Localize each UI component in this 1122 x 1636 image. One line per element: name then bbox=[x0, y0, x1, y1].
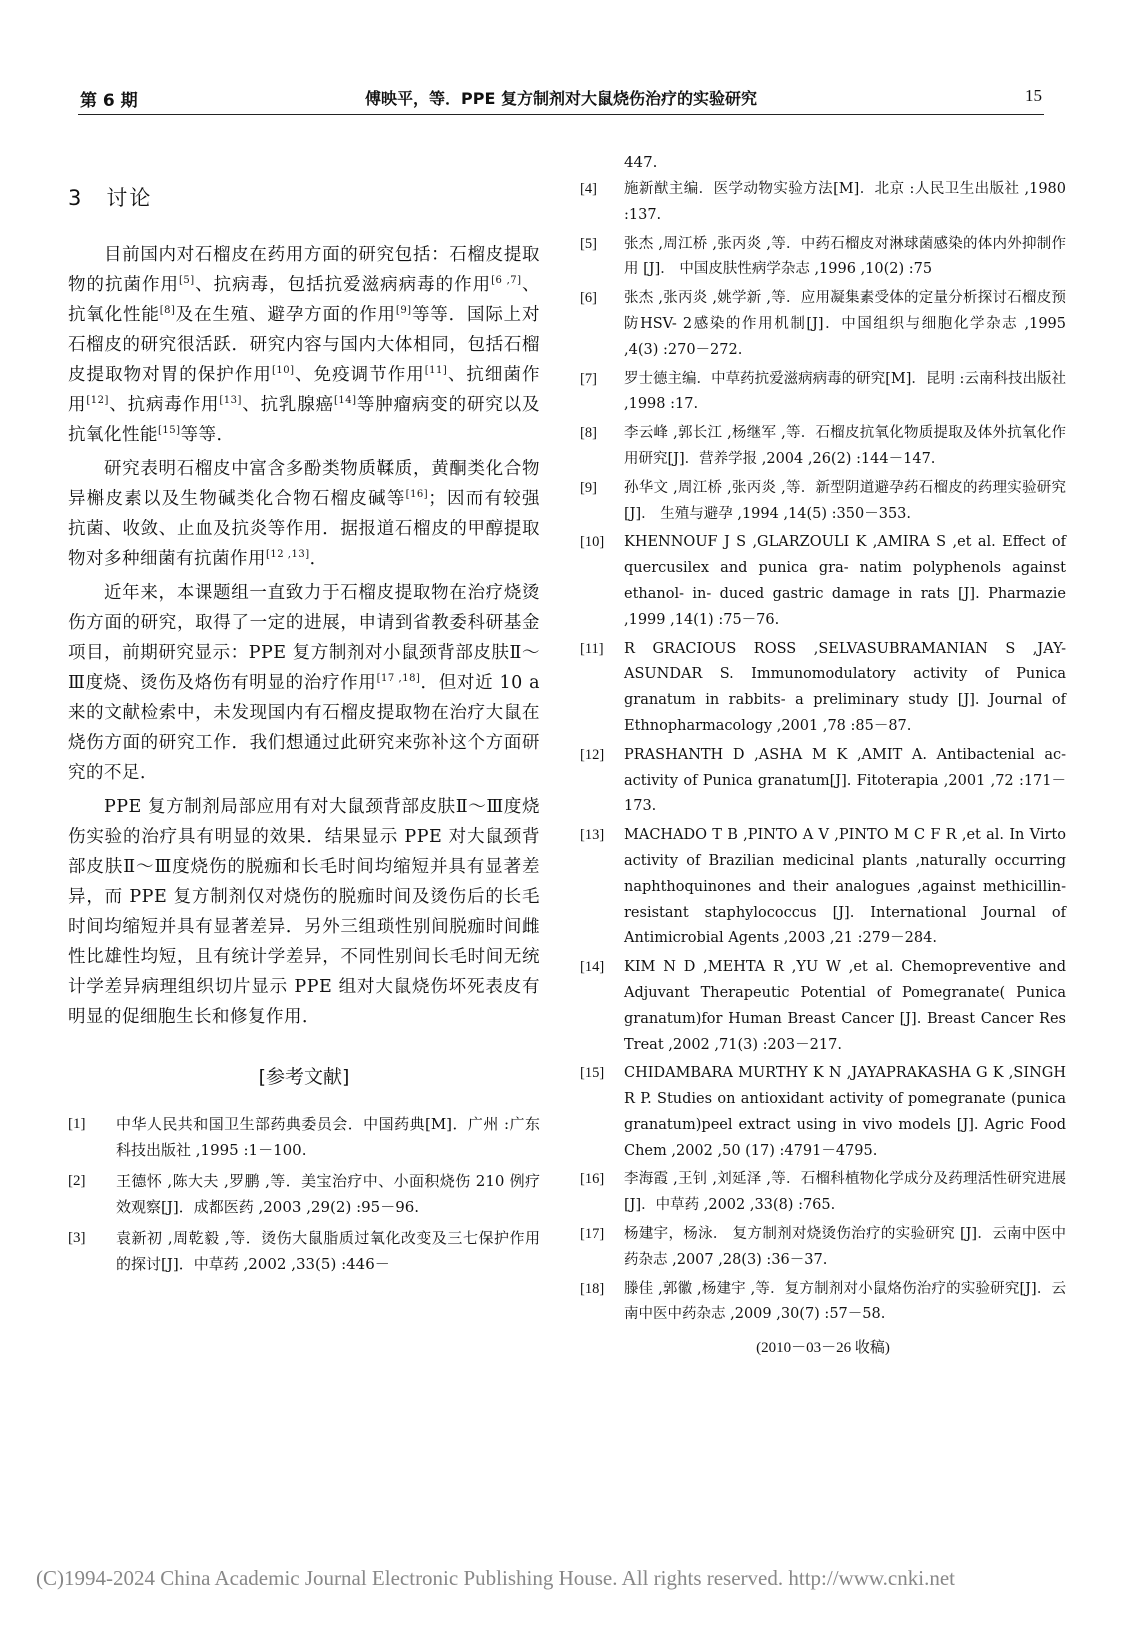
paragraph-text: 目前国内对石榴皮在药用方面的研究包括：石榴皮提取物的抗菌作用 bbox=[68, 245, 540, 295]
reference-text: MACHADO T B ,PINTO A V ,PINTO M C F R ,et al. In Virto activity of Brazilian medicinal plants ,naturally occurring naphthoquinones and their analogues ,against methicillin- resistant staphylococcus [J]. International Journal of Antimicrobial Agents ,2003 ,21 :279－284. bbox=[624, 827, 1066, 947]
reference-entry bbox=[580, 530, 1066, 633]
reference-entry bbox=[580, 476, 1066, 528]
reference-text: CHIDAMBARA MURTHY K N ,JAYAPRAKASHA G K ,SINGH R P. Studies on antioxidant activity of pomegranate (punica granatum)peel extract using in vivo models [J]. Agric Food Chem ,2002 ,50 (17) :4791－4795. bbox=[624, 1065, 1066, 1159]
reference-text: 中华人民共和国卫生部药典委员会．中国药典[M]．广州 :广东科技出版社 ,1995 :1－100. bbox=[116, 1115, 540, 1159]
citation-marker: [16] bbox=[405, 489, 429, 501]
reference-text: 滕佳 ,郭徽 ,杨建宇 ,等．复方制剂对小鼠烙伤治疗的实验研究[J]．云南中医中药杂志 ,2009 ,30(7) :57－58. bbox=[624, 1280, 1066, 1323]
citation-marker: [8] bbox=[159, 305, 176, 317]
citation-marker: [15] bbox=[158, 425, 181, 437]
reference-text: 张杰 ,张丙炎 ,姚学新 ,等．应用凝集素受体的定量分析探讨石榴皮预防HSV- 2感染的作用机制[J]．中国组织与细胞化学杂志 ,1995 ,4(3) :270－272. bbox=[624, 290, 1066, 358]
body-paragraph bbox=[68, 240, 540, 450]
reference-entry bbox=[68, 1168, 540, 1220]
reference-number: [2] bbox=[68, 1173, 86, 1189]
references-heading: [参考文献] bbox=[258, 1066, 350, 1088]
right-column bbox=[580, 150, 1066, 1357]
reference-text: KIM N D ,MEHTA R ,YU W ,et al. Chemopreventive and Adjuvant Therapeutic Potential of Pomegranate( Punica granatum)for Human Breast Cancer [J]. Breast Cancer Res Treat ,2002 ,71(3) :203－217. bbox=[624, 959, 1066, 1053]
reference-number: [13] bbox=[580, 827, 605, 844]
reference-entry bbox=[580, 955, 1066, 1058]
paragraph-text: ；因而有较强抗菌、收敛、止血及抗炎等作用．据报道石榴皮的甲醇提取物对多种细菌有抗菌作用 bbox=[68, 489, 541, 569]
paragraph-text: 近年来，本课题组一直致力于石榴皮提取物在治疗烧烫伤方面的研究，取得了一定的进展，申请到省教委科研基金项目，前期研究显示：PPE 复方制剂对小鼠颈背部皮肤Ⅱ～Ⅲ度烧、烫伤及烙伤有明显的治疗作用 bbox=[68, 583, 540, 693]
reference-number: [11] bbox=[580, 640, 604, 657]
reference-number: [7] bbox=[580, 370, 597, 387]
paragraph-text: 及在生殖、避孕方面的作用 bbox=[175, 305, 396, 325]
paragraph-text: 等等． bbox=[180, 425, 235, 445]
reference-text: 施新猷主编．医学动物实验方法[M]．北京 :人民卫生出版社 ,1980 :137. bbox=[624, 181, 1066, 223]
citation-marker: [10] bbox=[271, 365, 295, 377]
reference-text: 孙华文 ,周江桥 ,张丙炎 ,等．新型阴道避孕药石榴皮的药理实验研究 [J]． 生殖与避孕 ,1994 ,14(5) :350－353. bbox=[624, 479, 1066, 522]
reference-number: [4] bbox=[580, 181, 597, 197]
running-title: 傅映平，等．PPE 复方制剂对大鼠烧伤治疗的实验研究 bbox=[365, 89, 757, 108]
reference-number: [1] bbox=[68, 1116, 86, 1132]
citation-marker: [11] bbox=[424, 365, 448, 377]
citation-marker: [12] bbox=[86, 395, 109, 407]
reference-entry bbox=[580, 637, 1066, 740]
reference-text: KHENNOUF J S ,GLARZOULI K ,AMIRA S ,et al. Effect of quercusilex and punica gra- natim polyphenols against ethanol- in- duced gastric damage in rats [J]. Pharmazie ,1999 ,14(1) :75－76. bbox=[624, 534, 1066, 628]
reference-number: [5] bbox=[580, 235, 597, 252]
reference-number: [12] bbox=[580, 746, 605, 763]
reference-entry bbox=[68, 1225, 540, 1277]
reference-entry bbox=[580, 1167, 1066, 1219]
reference-number: [6] bbox=[580, 290, 597, 307]
reference-number: [14] bbox=[580, 959, 605, 976]
reference-continuation: 447. bbox=[624, 153, 658, 171]
running-header bbox=[78, 80, 1044, 115]
reference-entry bbox=[580, 1277, 1066, 1329]
paragraph-text: 研究表明石榴皮中富含多酚类物质鞣质，黄酮类化合物异槲皮素以及生物碱类化合物石榴皮碱等 bbox=[68, 459, 540, 509]
reference-number: [8] bbox=[580, 425, 597, 442]
citation-marker: [6 ,7] bbox=[491, 275, 522, 287]
reference-entry bbox=[580, 367, 1066, 419]
reference-text: PRASHANTH D ,ASHA M K ,AMIT A. Antibactenial ac-activity of Punica granatum[J]. Fitoterapia ,2001 ,72 :171－173. bbox=[624, 746, 1066, 815]
reference-entry bbox=[580, 743, 1066, 820]
reference-list-right bbox=[580, 177, 1066, 1328]
reference-number: [10] bbox=[580, 534, 605, 551]
citation-marker: [9] bbox=[395, 305, 412, 317]
reference-number: [15] bbox=[580, 1065, 605, 1082]
body-paragraph bbox=[68, 792, 540, 1032]
received-date: (2010－03－26 收稿) bbox=[756, 1340, 890, 1357]
reference-entry bbox=[580, 421, 1066, 473]
reference-entry bbox=[580, 177, 1066, 229]
reference-entry bbox=[580, 823, 1066, 952]
reference-list-left bbox=[68, 1111, 540, 1277]
citation-marker: [14] bbox=[333, 395, 357, 407]
paragraph-text: 、抗病毒，包括抗爱滋病病毒的作用 bbox=[194, 275, 492, 295]
reference-number: [3] bbox=[68, 1230, 86, 1246]
paragraph-text: PPE 复方制剂局部应用有对大鼠颈背部皮肤Ⅱ～Ⅲ度烧伤实验的治疗具有明显的效果．结果显示 PPE 对大鼠颈背部皮肤Ⅱ～Ⅲ度烧伤的脱痂和长毛时间均缩短并具有显著差异，而 PPE 复方制剂仅对烧伤的脱痂时间及烫伤后的长毛时间均缩短并具有显著差异．另外三组琐性别间脱痂时间雌性比雄性均短，且有统计学差异，不同性别间长毛时间无统计学差异病理组织切片显示 PPE 组对大鼠烧伤坏死表皮有明显的促细胞生长和修复作用． bbox=[68, 797, 540, 1027]
paragraph-text: 、抗病毒作用 bbox=[108, 395, 220, 415]
paragraph-text: ． bbox=[309, 549, 328, 569]
discussion-body bbox=[68, 240, 540, 1032]
copyright-footer: (C)1994-2024 China Academic Journal Electronic Publishing House. All rights reserved. http://www.cnki.net bbox=[36, 1566, 955, 1590]
page-number: 15 bbox=[1025, 86, 1042, 105]
left-column bbox=[68, 170, 540, 1282]
reference-number: [18] bbox=[580, 1280, 605, 1297]
reference-text: 杨建宇，杨泳． 复方制剂对烧烫伤治疗的实验研究 [J]．云南中医中药杂志 ,2007 ,28(3) :36－37. bbox=[624, 1226, 1066, 1268]
reference-number: [17] bbox=[580, 1226, 605, 1243]
paragraph-text: 等肿瘤病变的研究以及抗氧化性能 bbox=[68, 395, 541, 445]
reference-number: [16] bbox=[580, 1171, 605, 1188]
paragraph-text: 、抗乳腺癌 bbox=[241, 395, 334, 415]
issue-label: 第 6 期 bbox=[80, 91, 138, 111]
reference-text: 张杰 ,周江桥 ,张丙炎 ,等．中药石榴皮对淋球菌感染的体内外抑制作用 [J]． 中国皮肤性病学杂志 ,1996 ,10(2) :75 bbox=[624, 235, 1066, 278]
citation-marker: [17 ,18] bbox=[376, 673, 421, 685]
reference-entry bbox=[68, 1111, 540, 1163]
citation-marker: [12 ,13] bbox=[266, 549, 310, 561]
paragraph-text: 、免疫调节作用 bbox=[294, 365, 425, 385]
paragraph-text: 、抗细菌作用 bbox=[68, 365, 541, 415]
reference-entry bbox=[580, 286, 1066, 363]
reference-text: R GRACIOUS ROSS ,SELVASUBRAMANIAN S ,JAY-ASUNDAR S. Immunomodulatory activity of Punica granatum in rabbits- a preliminary study [J]. Journal of Ethnopharmacology ,2001 ,78 :85－87. bbox=[624, 640, 1066, 734]
paragraph-text: ．但对近 10 a 来的文献检索中，未发现国内有石榴皮提取物在治疗大鼠在烧伤方面的研究工作．我们想通过此研究来弥补这个方面研究的不足． bbox=[68, 673, 540, 783]
paragraph-text: 、抗氧化性能 bbox=[68, 275, 541, 325]
citation-marker: [5] bbox=[179, 275, 195, 287]
section-heading: 3 讨论 bbox=[68, 186, 153, 210]
reference-text: 李云峰 ,郭长江 ,杨继军 ,等．石榴皮抗氧化物质提取及体外抗氧化作用研究[J]．营养学报 ,2004 ,26(2) :144－147. bbox=[624, 425, 1066, 467]
reference-text: 王德怀 ,陈大夫 ,罗鹏 ,等．美宝治疗中、小面积烧伤 210 例疗效观察[J]．成都医药 ,2003 ,29(2) :95－96. bbox=[116, 1172, 540, 1216]
reference-entry bbox=[580, 232, 1066, 284]
reference-number: [9] bbox=[580, 479, 597, 496]
body-paragraph bbox=[68, 578, 540, 788]
body-paragraph bbox=[68, 454, 540, 574]
reference-entry bbox=[580, 1061, 1066, 1164]
reference-text: 罗士德主编．中草药抗爱滋病病毒的研究[M]．昆明 :云南科技出版社 ,1998 :17. bbox=[624, 370, 1066, 413]
citation-marker: [13] bbox=[219, 395, 242, 407]
reference-text: 袁新初 ,周乾毅 ,等．烫伤大鼠脂质过氧化改变及三七保护作用的探讨[J]．中草药 ,2002 ,33(5) :446－ bbox=[116, 1229, 540, 1273]
reference-text: 李海霞 ,王钊 ,刘延泽 ,等．石榴科植物化学成分及药理活性研究进展[J]．中草药 ,2002 ,33(8) :765. bbox=[624, 1171, 1066, 1214]
paragraph-text: 等等．国际上对石榴皮的研究很活跃．研究内容与国内大体相同，包括石榴皮提取物对胃的保护作用 bbox=[68, 305, 541, 385]
reference-entry bbox=[580, 1222, 1066, 1274]
